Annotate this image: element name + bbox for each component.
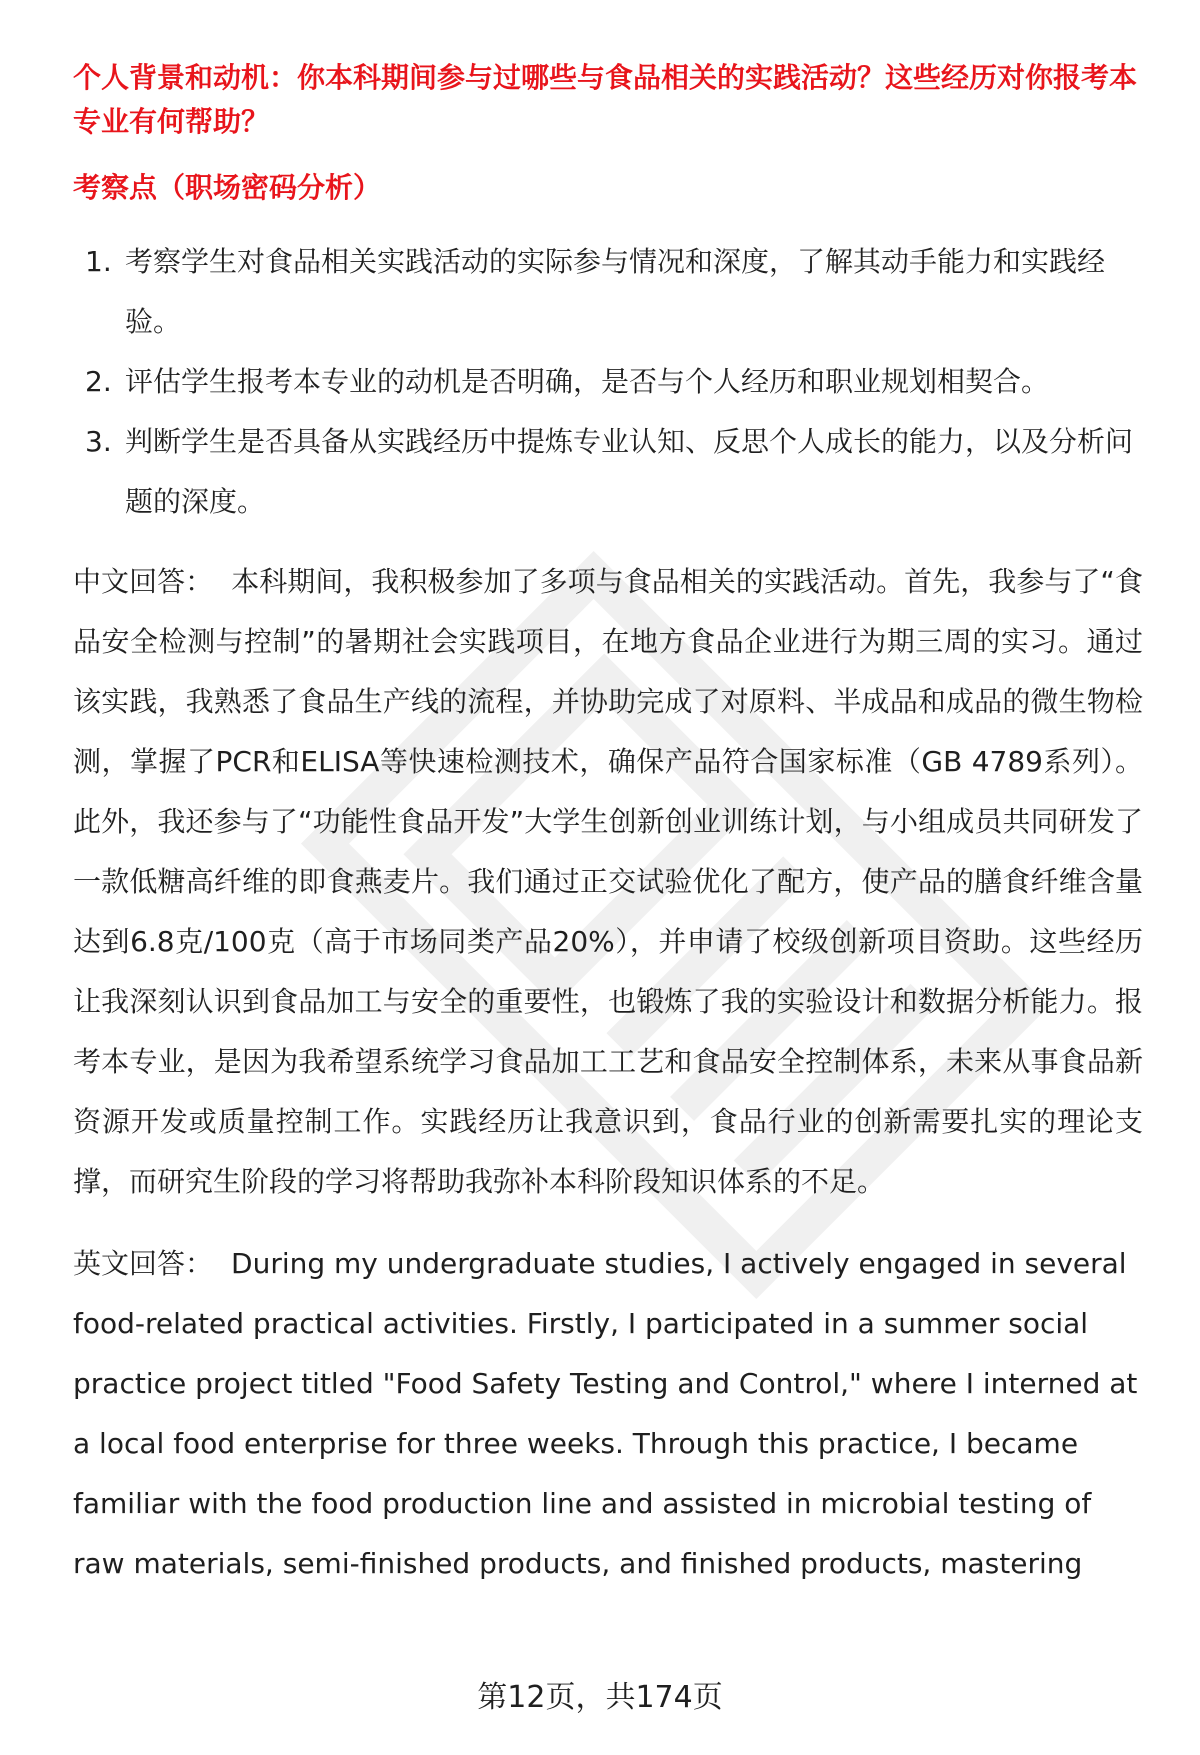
list-item (73, 232, 1143, 352)
chinese-answer (73, 552, 1143, 1212)
list-item (73, 412, 1143, 532)
english-answer-text: During my undergraduate studies, I actively engaged in several food-related practical activities. Firstly, I participated in a summer social practice project titled "Food Safety Testing and Control," where I interned at a local food enterprise for three weeks. Through this practice, I became familiar with the food production line and assisted in microbial testing of raw materials, semi-finished products, and finished products, mastering (73, 1247, 1138, 1580)
list-item-text: 评估学生报考本专业的动机是否明确，是否与个人经历和职业规划相契合。 (125, 365, 1050, 398)
list-number: 1. (85, 245, 112, 278)
question-heading: 个人背景和动机：你本科期间参与过哪些与食品相关的实践活动？这些经历对你报考本专业有何帮助？ (73, 61, 1138, 138)
english-answer (73, 1234, 1143, 1594)
list-number: 3. (85, 425, 112, 458)
list-number: 2. (85, 365, 112, 398)
page-number-footer: 第12页，共174页 (477, 1680, 723, 1715)
list-item-text: 考察学生对食品相关实践活动的实际参与情况和深度，了解其动手能力和实践经验。 (125, 245, 1106, 338)
list-item-text: 判断学生是否具备从实践经历中提炼专业认知、反思个人成长的能力，以及分析问题的深度。 (125, 425, 1134, 518)
document-page (73, 56, 1143, 1594)
section-title: 考察点（职场密码分析） (73, 171, 382, 204)
chinese-answer-label: 中文回答： (73, 565, 214, 598)
english-answer-label: 英文回答： (73, 1247, 214, 1280)
assessment-points-list (73, 232, 1143, 532)
chinese-answer-text: 本科期间，我积极参加了多项与食品相关的实践活动。首先，我参与了“食品安全检测与控制”的暑期社会实践项目，在地方食品企业进行为期三周的实习。通过该实践，我熟悉了食品生产线的流程，并协助完成了对原料、半成品和成品的微生物检测，掌握了PCR和ELISA等快速检测技术，确保产品符合国家标准（GB 4789系列）。此外，我还参与了“功能性食品开发”大学生创新创业训练计划，与小组成员共同研发了一款低糖高纤维的即食燕麦片。我们通过正交试验优化了配方，使产品的膳食纤维含量达到6.8克/100克（高于市场同类产品20%），并申请了校级创新项目资助。这些经历让我深刻认识到食品加工与安全的重要性，也锻炼了我的实验设计和数据分析能力。报考本专业，是因为我希望系统学习食品加工工艺和食品安全控制体系，未来从事食品新资源开发或质量控制工作。实践经历让我意识到，食品行业的创新需要扎实的理论支撑，而研究生阶段的学习将帮助我弥补本科阶段知识体系的不足。 (73, 565, 1143, 1198)
list-item (73, 352, 1143, 412)
